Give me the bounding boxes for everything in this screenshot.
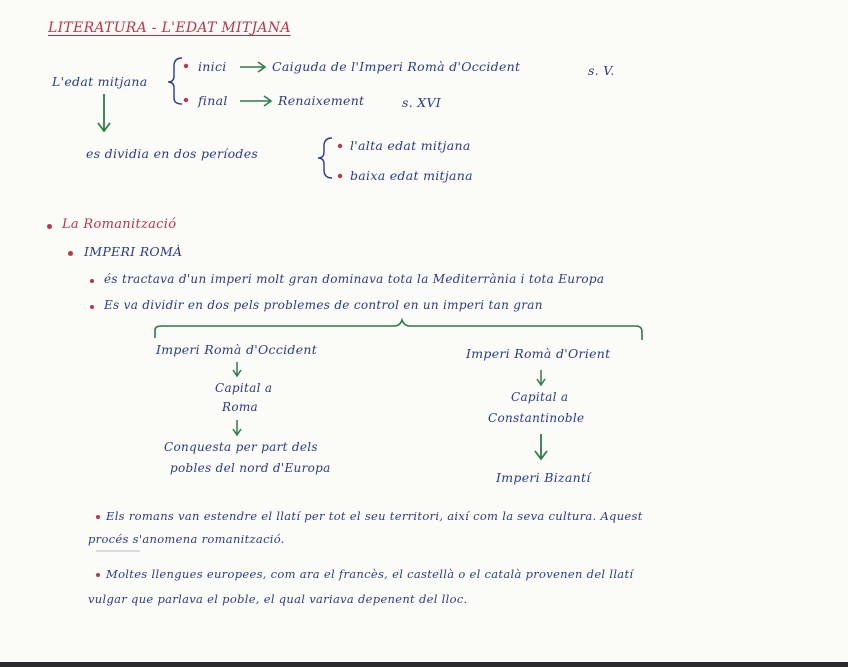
end-arrow	[240, 96, 271, 106]
east-arrow-1	[537, 370, 545, 385]
note-1-line2: procés s'anomena romanització.	[88, 532, 285, 546]
east-capital-line2: Constantinoble	[488, 411, 585, 425]
scan-bottom-edge	[0, 662, 848, 667]
east-empire-title: Imperi Romà d'Orient	[466, 346, 611, 361]
east-fate: Imperi Bizantí	[496, 470, 591, 485]
end-century: s. XVI	[402, 95, 442, 110]
medieval-down-arrow	[98, 94, 110, 131]
medieval-label: L'edat mitjana	[52, 74, 148, 89]
division-text: es dividia en dos períodes	[86, 146, 259, 161]
bullet-2-text: Es va dividir en dos pels problemes de control en un imperi tan gran	[104, 298, 543, 312]
note-2-line1: Moltes llengues europees, com ara el francès, el castellà o el català provenen del llatí	[106, 567, 634, 581]
west-fate-line2: pobles del nord d'Europa	[170, 461, 331, 475]
east-capital-line1: Capital a	[511, 390, 569, 404]
end-bullet	[184, 98, 188, 102]
east-arrow-2	[535, 434, 547, 459]
period-high-bullet	[338, 144, 342, 148]
section-heading: La Romanització	[62, 217, 177, 232]
start-century: s. V.	[588, 63, 615, 78]
start-text: Caiguda de l'Imperi Romà d'Occident	[272, 59, 521, 74]
bullet-1-text: és tractava d'un imperi molt gran dominava tota la Mediterrània i tota Europa	[104, 272, 605, 286]
period-high: l'alta edat mitjana	[350, 138, 471, 153]
definition-brace	[168, 58, 182, 104]
split-brace	[155, 320, 642, 340]
start-bullet	[184, 64, 188, 68]
west-empire-title: Imperi Romà d'Occident	[156, 342, 318, 357]
subsection-heading: IMPERI ROMÀ	[84, 244, 183, 259]
west-fate-line1: Conquesta per part dels	[164, 440, 318, 454]
west-arrow-1	[233, 362, 241, 376]
periods-brace	[318, 138, 332, 178]
west-arrow-2	[233, 420, 241, 435]
start-arrow	[240, 62, 265, 72]
end-text: Renaixement	[278, 93, 365, 108]
period-low-bullet	[338, 174, 342, 178]
west-capital-line2: Roma	[222, 400, 258, 414]
note-2-line2: vulgar que parlava el poble, el qual variava depenent del lloc.	[88, 592, 468, 606]
period-low: baixa edat mitjana	[350, 168, 473, 183]
start-label: inici	[198, 59, 227, 74]
note-1-line1: Els romans van estendre el llatí per tot el seu territori, així com la seva cultura. Aquest	[106, 509, 643, 523]
end-label: final	[198, 93, 228, 108]
page-title: LITERATURA - L'EDAT MITJANA	[48, 20, 291, 36]
west-capital-line1: Capital a	[215, 381, 273, 395]
